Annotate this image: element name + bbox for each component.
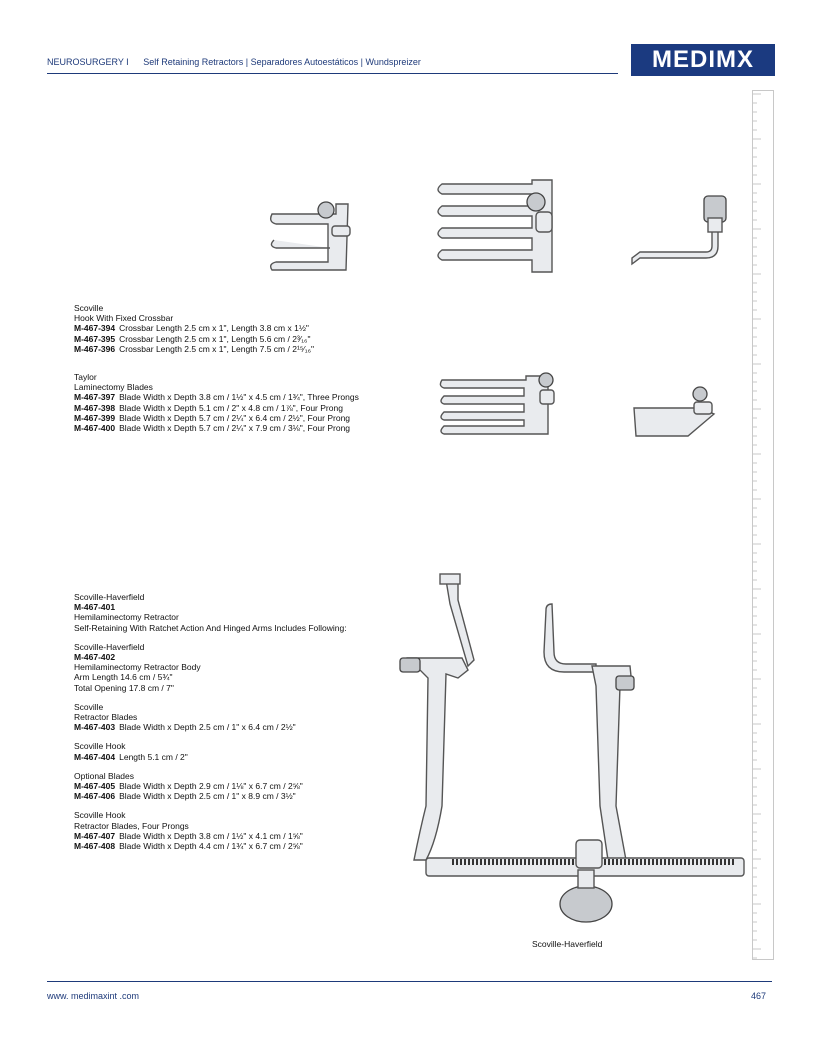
product-desc: Blade Width x Depth 2.5 cm / 1" x 8.9 cm / 3½" [119, 791, 296, 802]
product-row [74, 841, 347, 851]
group-name: Scoville Hook [74, 810, 126, 821]
group-name: Optional Blades [74, 770, 135, 781]
product-row [74, 831, 347, 841]
product-desc: Crossbar Length 2.5 cm x 1", Length 7.5 cm / 2¹⁵⁄₁₆" [119, 343, 315, 354]
product-code: M-467-405 [74, 781, 116, 792]
product-code: M-467-395 [74, 333, 116, 344]
product-code: M-467-394 [74, 323, 116, 334]
product-row [74, 791, 347, 801]
product-line: Self-Retaining With Ratchet Action And Hinged Arms Includes Following: [74, 622, 347, 633]
product-row [74, 323, 314, 333]
page-title: Self Retaining Retractors | Separadores Autoestáticos | Wundspreizer [143, 57, 421, 67]
group-name: Taylor [74, 372, 97, 382]
product-code: M-467-400 [74, 423, 116, 434]
page-number: 467 [751, 991, 767, 1001]
product-line: Retractor Blades [74, 712, 138, 723]
scoville-hook-large-image [432, 176, 562, 284]
group-name: Scoville [74, 701, 104, 712]
group-subtitle: Laminectomy Blades [74, 382, 153, 393]
product-line: Retractor Blades, Four Prongs [74, 820, 189, 831]
product-row [74, 403, 359, 413]
scoville-hook-bent-image [628, 188, 738, 278]
product-desc: Blade Width x Depth 5.1 cm / 2" x 4.8 cm / 1⅞", Four Prong [119, 402, 343, 413]
product-row [74, 423, 359, 433]
product-line: Hemilaminectomy Retractor Body [74, 662, 201, 673]
scoville-haverfield-group [74, 592, 347, 851]
scoville-haverfield-retractor-image [396, 570, 756, 930]
product-desc: Blade Width x Depth 4.4 cm / 1¾" x 6.7 cm / 2⅝" [119, 841, 303, 852]
product-code: M-467-398 [74, 402, 116, 413]
product-desc: Length 5.1 cm / 2" [119, 751, 188, 762]
product-desc: Blade Width x Depth 2.9 cm / 1⅛" x 6.7 cm / 2⅝" [119, 781, 303, 792]
product-desc: Blade Width x Depth 3.8 cm / 1½" x 4.1 cm / 1⅝" [119, 830, 303, 841]
product-code: M-467-403 [74, 722, 116, 733]
product-desc: Blade Width x Depth 2.5 cm / 1" x 6.4 cm / 2½" [119, 722, 296, 733]
product-line: Total Opening 17.8 cm / 7" [74, 682, 174, 693]
footer-url[interactable]: www. medimaxint .com [47, 991, 140, 1001]
product-row [74, 344, 314, 354]
product-code: M-467-407 [74, 830, 116, 841]
product-code: M-467-404 [74, 751, 116, 762]
product-code: M-467-406 [74, 791, 116, 802]
product-row [74, 781, 347, 791]
taylor-blade-prongs-image [436, 368, 561, 436]
product-desc: Crossbar Length 2.5 cm x 1", Length 5.6 cm / 2³⁄₁₆" [119, 333, 311, 344]
footer-divider [47, 981, 772, 982]
product-desc: Blade Width x Depth 5.7 cm / 2¼" x 7.9 cm / 3⅛", Four Prong [119, 423, 351, 434]
product-code: M-467-397 [74, 392, 116, 403]
header [47, 57, 421, 67]
product-code: M-467-402 [74, 652, 116, 663]
product-code: M-467-399 [74, 412, 116, 423]
section-label: NEUROSURGERY I [47, 57, 129, 67]
product-row [74, 752, 347, 762]
brand-logo: MEDIMX [631, 44, 775, 76]
product-code: M-467-396 [74, 343, 116, 354]
group-name: Scoville [74, 303, 104, 313]
product-code: M-467-408 [74, 841, 116, 852]
product-row [74, 334, 314, 344]
product-desc: Crossbar Length 2.5 cm x 1", Length 3.8 cm x 1½" [119, 323, 309, 334]
group-name: Scoville-Haverfield [74, 592, 145, 602]
image-caption: Scoville-Haverfield [532, 939, 603, 949]
product-row [74, 392, 359, 402]
group-name: Scoville Hook [74, 741, 126, 752]
product-desc: Blade Width x Depth 5.7 cm / 2¼" x 6.4 cm / 2½", Four Prong [119, 412, 351, 423]
product-desc: Blade Width x Depth 3.8 cm / 1½" x 4.5 cm / 1¾", Three Prongs [119, 392, 359, 403]
group-name: Scoville-Haverfield [74, 641, 145, 652]
header-divider [47, 73, 618, 74]
group-subtitle: Hook With Fixed Crossbar [74, 313, 174, 324]
product-row [74, 722, 347, 732]
product-line: Arm Length 14.6 cm / 5¾" [74, 672, 173, 683]
product-code: M-467-401 [74, 602, 116, 613]
taylor-blade-flat-image [630, 378, 726, 440]
taylor-blades-group [74, 372, 359, 433]
product-row [74, 413, 359, 423]
product-line: Hemilaminectomy Retractor [74, 612, 179, 623]
scoville-hook-small-image [266, 196, 356, 272]
scoville-hook-group [74, 303, 314, 354]
